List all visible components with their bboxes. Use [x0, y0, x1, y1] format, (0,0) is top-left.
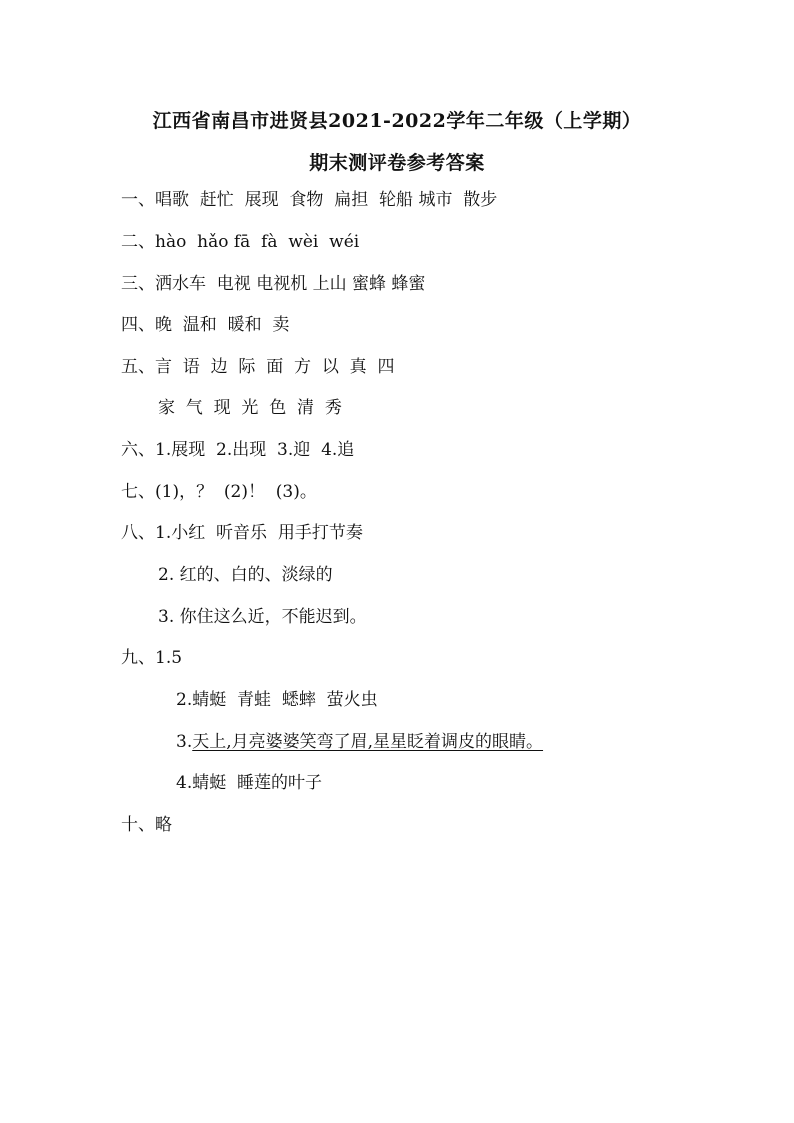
answer-section-10: 十、略: [121, 815, 172, 835]
answer-section-9-item-1: 九、1.5: [121, 648, 183, 668]
document-subtitle: 期末测评卷参考答案: [309, 152, 485, 174]
answer-section-2: 二、hào hǎo fā fà wèi wéi: [121, 232, 360, 252]
answer-section-8-item-2: 2. 红的、白的、淡绿的: [158, 565, 333, 585]
document-title: 江西省南昌市进贤县2021-2022学年二年级（上学期）: [152, 110, 642, 132]
answer-section-6: 六、1.展现 2.出现 3.迎 4.追: [121, 440, 355, 460]
answer-section-3: 三、洒水车 电视 电视机 上山 蜜蜂 蜂蜜: [121, 274, 426, 294]
answer-section-5-line-2: 家 气 现 光 色 清 秀: [158, 398, 342, 418]
underlined-answer: 天上,月亮婆婆笑弯了眉,星星眨着调皮的眼睛。: [192, 732, 544, 752]
item-number: 3.: [176, 732, 193, 752]
answer-section-1: 一、唱歌 赶忙 展现 食物 扁担 轮船 城市 散步: [121, 190, 498, 210]
answer-section-9-item-2: 2.蜻蜓 青蛙 蟋蟀 萤火虫: [176, 690, 378, 710]
answer-section-8-item-1: 八、1.小红 听音乐 用手打节奏: [121, 523, 363, 543]
answer-section-7: 七、(1)，？ (2)！ (3)。: [121, 482, 317, 502]
answer-section-4: 四、晚 温和 暖和 卖: [121, 315, 290, 335]
answer-section-5-line-1: 五、言 语 边 际 面 方 以 真 四: [121, 357, 395, 377]
answer-section-9-item-3: [176, 731, 543, 753]
answer-section-8-item-3: 3. 你住这么近，不能迟到。: [158, 607, 367, 627]
answer-section-9-item-4: 4.蜻蜓 睡莲的叶子: [176, 773, 323, 793]
